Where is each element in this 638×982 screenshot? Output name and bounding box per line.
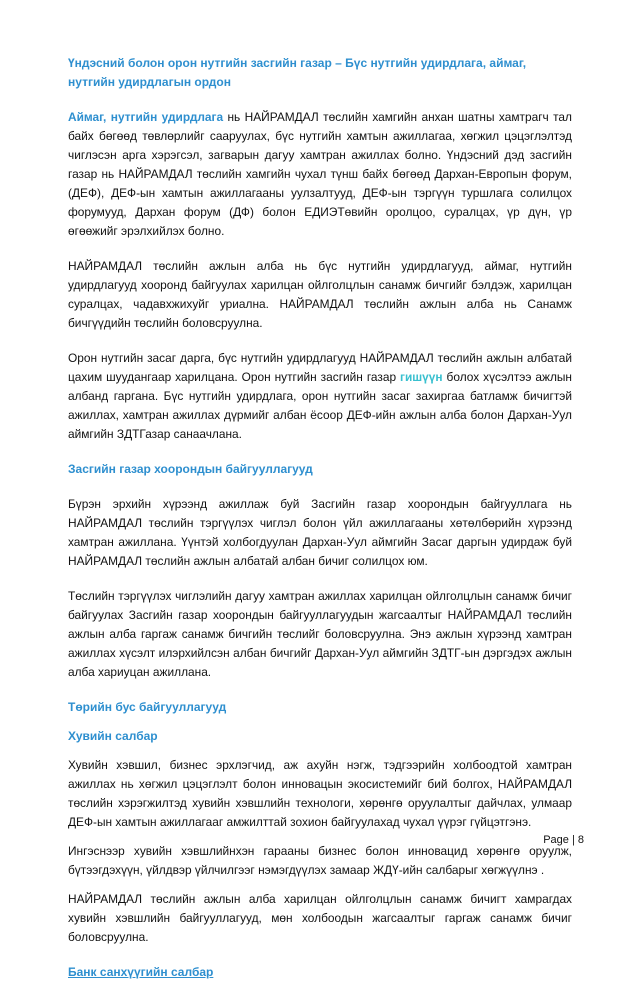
email-text-before: Орон нутгийн засаг дарга, бүс нутгийн удирдлагууд НАЙРАМДАЛ төслийн ажлын албатай цахим шуудангаар харилцана. Орон нутгийн засгийн газар (68, 351, 572, 384)
page-separator: | (571, 834, 575, 846)
paragraph-private-1: Хувийн хэвшил, бизнес эрхлэгчид, аж ахуйн нэгж, тэдгээрийн холбоодтой хамтран ажиллах нь хөгжил цэцэглэлт болон инновацын экосистемийг бий болгох, НАЙРАМДАЛ төслийн хэрэгжилтэд хувийн хэвшлийн технологи, хөрөнгө оруулалтыг дайчлах, улмаар ДЕФ-ын хамтын ажиллагааг амжилттай зохион байгуулахад чухал үүрэг гүйцэтгэнэ. (68, 758, 572, 829)
paragraph-intergov-2: Төслийн тэргүүлэх чиглэлийн дагуу хамтран ажиллах харилцан ойлголцлын санамж бичиг байгуулах Засгийн газар хоорондын байгууллагуудын жагсаалтыг НАЙРАМДАЛ төслийн ажлын алба гаргаж санамж бичгийн төслийг боловсруулна. Энэ ажлын хүрээнд хамтран ажиллах хүсэлт илэрхийлсэн албан бичгийг Дархан-Уул аймгийн ЗДТГ-ын дэргэдэх ажлын алба хариуцан ажиллана. (68, 589, 572, 679)
page-footer (543, 834, 584, 846)
paragraph-private-2: Ингэснээр хувийн хэвшлийнхэн гарааны бизнес болон инновацид хөрөнгө оруулж, бүтээгдэхүүн, үйлдвэр үйлчилгээг нэмэгдүүлэх замаар ЖДҮ-ийн салбарыг хөгжүүлнэ . (68, 844, 572, 877)
aimag-lead-text: Аймаг, нутгийн удирдлага (68, 110, 224, 124)
section-heading-intergov: Засгийн газар хоорондын байгууллагууд (68, 462, 313, 476)
paragraph-intergov-1: Бүрэн эрхийн хүрээнд ажиллаж буй Засгийн газар хоорондын байгууллага нь НАЙРАМДАЛ төслийн тэргүүлэх чиглэл болон үйл ажиллагааны хөтөлбөрийн хүрээнд хамтран ажиллана. Үүнтэй холбогдуулан Дархан-Уул аймгийн Засаг даргын удирдаж буй НАЙРАМДАЛ төслийн ажлын албатай албан бичиг солилцох юм. (68, 497, 572, 568)
email-text-after: болох хүсэлтээ ажлын албанд гаргана. Бүс нутгийн удирдлага, орон нутгийн засаг захиргаа батламж бичигтэй ажиллах, хамтран ажиллах дүрмийг албан ёсоор ДЕФ-ийн ажлын алба болон Дархан-Уул аймгийн ЗДТГазар санаачлана. (68, 370, 572, 441)
paragraph-email (68, 349, 572, 444)
paragraph-aimag (68, 108, 572, 241)
paragraph-mou: НАЙРАМДАЛ төслийн ажлын алба нь бүс нутгийн удирдлагууд, аймаг, нутгийн удирдлагууд хооронд байгуулах харилцан ойлголцлын санамж бичгийг бэлдэж, харилцан суралцах, чадавхжихуйг уриална. НАЙРАМДАЛ төслийн ажлын алба нь Санамж бичгүүдийн төслийн боловсруулна. (68, 259, 572, 330)
page-number: 8 (577, 834, 584, 846)
section-heading-government: Үндэсний болон орон нутгийн засгийн газар – Бүс нутгийн удирдлага, аймаг, нутгийн удирдлагын ордон (68, 56, 527, 89)
paragraph-private-3: НАЙРАМДАЛ төслийн ажлын алба харилцан ойлголцлын санамж бичигт хамрагдах хувийн хэвшлийн байгууллагууд, мөн холбоодын жагсаалтыг гаргаж санамж бичиг боловсруулна. (68, 892, 572, 944)
section-heading-private: Хувийн салбар (68, 729, 158, 743)
aimag-body-text: нь НАЙРАМДАЛ төслийн хамгийн анхан шатны хамтрагч тал байх бөгөөд төвлөрлийг сааруулах, бүс нутгийн хамтын ажиллагаа, хөгжил цэцэглэлтэд чиглэсэн арга хэрэгсэл, загварын дагуу хамтран ажиллах болно. Үндэсний дэд засгийн газар нь НАЙРАМДАЛ төслийн хамгийн чухал түнш байх бөгөөд Дархан-Европын форум, (ДЕФ), ДЕФ-ын хамтын ажиллагааны уулзалтууд, ДЕФ-ын тэргүүн туршлага солилцох форумууд, Дархан форум (ДФ) болон ЕДИЭТөвийн оролцоо, суралцах, үр дүн, үр өгөөжийг эрэлхийлэх болно. (68, 110, 572, 238)
member-highlight-link[interactable]: гишүүн (400, 370, 443, 384)
section-heading-banking[interactable]: Банк санхүүгийн салбар (68, 965, 214, 979)
page-label: Page (543, 834, 569, 846)
section-heading-ngo: Төрийн бус байгууллагууд (68, 700, 227, 714)
